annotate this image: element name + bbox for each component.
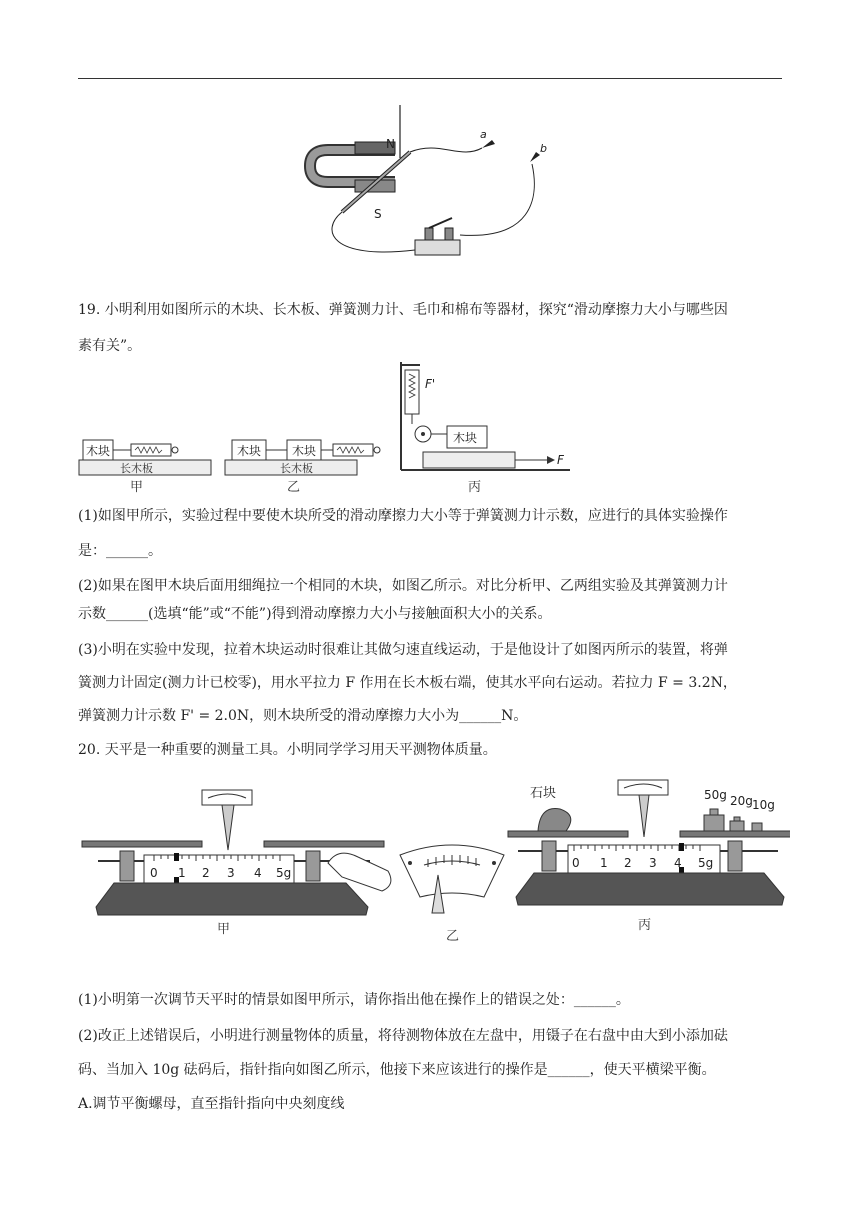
- weight-10g-label: 10g: [752, 798, 775, 812]
- jia-tick-2: 2: [202, 866, 210, 880]
- q19-intro-line2: 素有关”。: [78, 338, 142, 354]
- north-pole-label: N: [386, 137, 395, 151]
- force-label: F: [557, 453, 564, 467]
- block-label-yi-1: 木块: [237, 444, 262, 458]
- bing-tick-0: 0: [572, 856, 580, 870]
- block-label-bing: 木块: [453, 431, 478, 445]
- friction-experiment-figure: [75, 360, 575, 495]
- caption-yi: 乙: [287, 480, 301, 495]
- jia-tick-3: 3: [227, 866, 235, 880]
- bing-tick-2: 2: [624, 856, 632, 870]
- header-rule: [78, 78, 782, 79]
- jia-tick-1: 1: [178, 866, 186, 880]
- clip-b-label: b: [540, 142, 547, 155]
- bing-tick-1: 1: [600, 856, 608, 870]
- stone-label: 石块: [530, 786, 557, 801]
- jia-tick-0: 0: [150, 866, 158, 880]
- q19-part1-line1: (1)如图甲所示，实验过程中要使木块所受的滑动摩擦力大小等于弹簧测力计示数，应进行的具体实验操作: [78, 508, 728, 524]
- block-label-jia: 木块: [86, 444, 111, 458]
- bing-tick-5: 5g: [698, 856, 714, 870]
- weight-20g-label: 20g: [730, 794, 753, 808]
- caption-yi-20: 乙: [446, 929, 460, 944]
- q19-intro-line1: 19. 小明利用如图所示的木块、长木板、弹簧测力计、毛巾和棉布等器材，探究“滑动摩擦力大小与哪些因: [78, 302, 728, 318]
- balance-figure: [78, 775, 790, 950]
- q19-part1-line2: 是：______。: [78, 543, 162, 559]
- q20-option-a: A.调节平衡螺母，直至指针指向中央刻度线: [78, 1096, 345, 1112]
- block-label-yi-2: 木块: [292, 444, 317, 458]
- caption-jia: 甲: [130, 480, 144, 495]
- bing-tick-3: 3: [649, 856, 657, 870]
- board-label-jia: 长木板: [120, 462, 153, 475]
- q20-part2-line2: 码、当加入 10g 砝码后，指针指向如图乙所示，他接下来应该进行的操作是______，使天平横梁平衡。: [78, 1062, 716, 1078]
- q19-part3-line1: (3)小明在实验中发现，拉着木块运动时很难让其做匀速直线运动，于是他设计了如图丙所示的装置，将弹: [78, 642, 728, 658]
- jia-tick-5: 5g: [276, 866, 292, 880]
- force-prime-label: F': [425, 377, 436, 391]
- weight-50g-label: 50g: [704, 788, 727, 802]
- caption-bing: 丙: [468, 480, 482, 495]
- q19-part2-line2: 示数______(选填“能”或“不能”)得到滑动摩擦力大小与接触面积大小的关系。: [78, 606, 552, 622]
- clip-a-label: a: [480, 128, 487, 141]
- q20-part1: (1)小明第一次调节天平时的情景如图甲所示，请你指出他在操作上的错误之处：______。: [78, 992, 630, 1008]
- q19-part3-line2: 簧测力计固定(测力计已校零)，用水平拉力 F 作用在长木板右端，使其水平向右运动。若拉力 F = 3.2N，: [78, 675, 737, 691]
- q20-part2-line1: (2)改正上述错误后，小明进行测量物体的质量，将待测物体放在左盘中，用镊子在右盘中由大到小添加砝: [78, 1028, 728, 1044]
- caption-jia-20: 甲: [217, 922, 231, 937]
- q19-part3-line3: 弹簧测力计示数 F' = 2.0N，则木块所受的滑动摩擦力大小为______N。: [78, 708, 528, 724]
- south-pole-label: S: [374, 207, 382, 221]
- board-label-yi: 长木板: [280, 462, 313, 475]
- magnet-circuit-figure: [300, 100, 560, 265]
- bing-tick-4: 4: [674, 856, 682, 870]
- jia-tick-4: 4: [254, 866, 262, 880]
- caption-bing-20: 丙: [638, 918, 652, 933]
- q19-part2-line1: (2)如果在图甲木块后面用细绳拉一个相同的木块，如图乙所示。对比分析甲、乙两组实验及其弹簧测力计: [78, 578, 728, 594]
- q20-intro: 20. 天平是一种重要的测量工具。小明同学学习用天平测物体质量。: [78, 742, 497, 758]
